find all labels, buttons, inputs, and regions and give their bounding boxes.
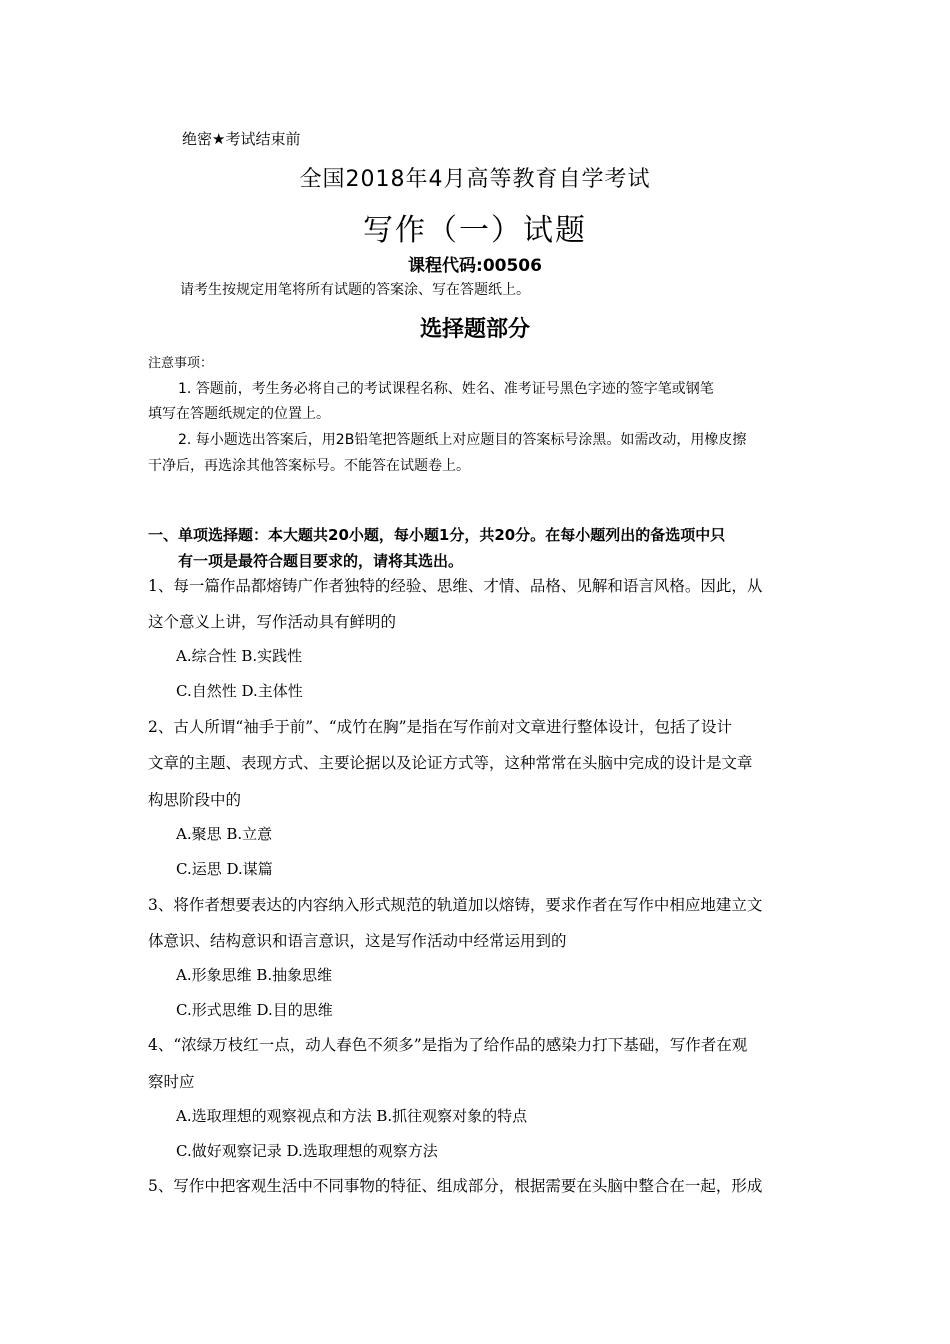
question-4-line-1: 4、“浓绿万枝红一点，动人春色不须多”是指为了给作品的感染力打下基础，写作者在观	[148, 1036, 748, 1054]
question-4-line-2: 察时应	[148, 1073, 195, 1091]
course-code: 课程代码:00506	[408, 256, 542, 276]
note-1-line-1: 1. 答题前，考生务必将自己的考试课程名称、姓名、准考证号黑色字迹的签字笔或钢笔	[178, 381, 714, 397]
question-1-options-cd: C.自然性 D.主体性	[176, 682, 303, 700]
question-2-options-ab: A.聚思 B.立意	[176, 825, 273, 843]
question-1-options-ab: A.综合性 B.实践性	[176, 647, 303, 665]
question-1-line-1: 1、每一篇作品都熔铸广作者独特的经验、思维、才情、品格、见解和语言风格。因此，从	[148, 577, 763, 595]
question-4-options-ab: A.选取理想的观察视点和方法 B.抓往观察对象的特点	[176, 1107, 528, 1125]
question-3-line-2: 体意识、结构意识和语言意识，这是写作活动中经常运用到的	[148, 932, 567, 950]
answer-instruction: 请考生按规定用笔将所有试题的答案涂、写在答题纸上。	[180, 282, 530, 298]
question-4-options-cd: C.做好观察记录 D.选取理想的观察方法	[176, 1142, 438, 1160]
question-3-options-ab: A.形象思维 B.抽象思维	[176, 966, 333, 984]
exam-title: 全国2018年4月高等教育自学考试	[299, 167, 651, 192]
note-2-line-2: 干净后，再选涂其他答案标号。不能答在试题卷上。	[148, 458, 470, 474]
question-3-options-cd: C.形式思维 D.目的思维	[176, 1001, 333, 1019]
part-one-heading-line-1: 一、单项选择题：本大题共20小题，每小题1分，共20分。在每小题列出的备选项中只	[148, 526, 726, 544]
question-2-options-cd: C.运思 D.谋篇	[176, 860, 273, 878]
question-2-line-1: 2、古人所谓“袖手于前”、“成竹在胸”是指在写作前对文章进行整体设计，包括了设计	[148, 718, 733, 736]
secret-label: 绝密★考试结束前	[182, 130, 301, 148]
question-3-line-1: 3、将作者想要表达的内容纳入形式规范的轨道加以熔铸，要求作者在写作中相应地建立文	[148, 896, 763, 914]
question-2-line-3: 构思阶段中的	[148, 791, 242, 809]
part-one-heading-line-2: 有一项是最符合题目要求的，请将其选出。	[178, 552, 464, 570]
question-2-line-2: 文章的主题、表现方式、主要论据以及论证方式等，这种常常在头脑中完成的设计是文章	[148, 754, 753, 772]
subject-title: 写作（一）试题	[363, 213, 587, 248]
notes-heading: 注意事项：	[148, 356, 214, 371]
question-5-line-1: 5、写作中把客观生活中不同事物的特征、组成部分，根据需要在头脑中整合在一起，形成	[148, 1177, 763, 1195]
note-1-line-2: 填写在答题纸规定的位置上。	[148, 406, 330, 422]
question-1-line-2: 这个意义上讲，写作活动具有鲜明的	[148, 613, 397, 631]
section-title: 选择题部分	[419, 317, 530, 342]
note-2-line-1: 2. 每小题选出答案后，用2B铅笔把答题纸上对应题目的答案标号涂黑。如需改动，用橡皮擦	[178, 432, 747, 448]
